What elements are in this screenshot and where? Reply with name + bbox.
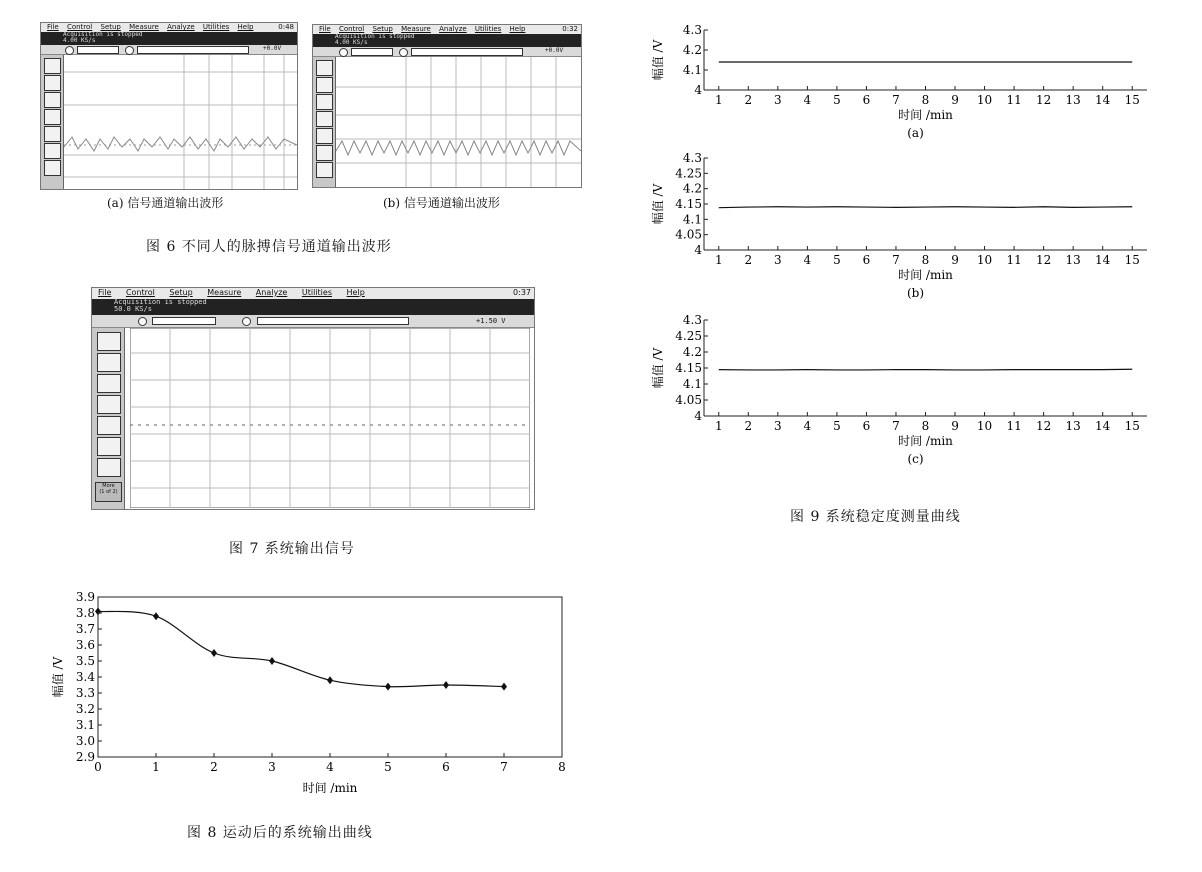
fig9-xtick-label: 5 [833, 93, 841, 107]
fig6-caption: 图 6 不同人的脉搏信号通道输出波形 [146, 239, 392, 255]
fig8-series-line [98, 611, 504, 686]
glitch-button[interactable] [44, 126, 61, 142]
fig9-xtick-label: 5 [833, 253, 841, 267]
menu-file[interactable]: File [47, 23, 59, 31]
menu-measure[interactable]: Measure [401, 25, 431, 33]
toolbar [92, 328, 125, 509]
rising-edge-button[interactable] [44, 58, 61, 74]
pulse-waveform [336, 141, 581, 155]
fig9-xtick-label: 13 [1065, 253, 1081, 267]
fig9-xtick-label: 11 [1006, 253, 1022, 267]
fig7-screenshot [91, 287, 535, 510]
fig6b-caption: (b) 信号通道输出波形 [383, 196, 500, 210]
scope-display [336, 57, 581, 187]
fig9-xtick-label: 1 [714, 253, 723, 267]
timebase-box[interactable] [351, 48, 393, 56]
fig8-data-point [211, 649, 217, 657]
menu-utilities[interactable]: Utilities [202, 23, 230, 31]
fig9-xtick-label: 12 [1035, 93, 1052, 107]
scope-display [64, 55, 297, 189]
fig8-ytick-label: 3.8 [75, 606, 95, 620]
fig8-chart [40, 590, 590, 805]
fig9-xtick-label: 6 [862, 419, 871, 433]
timeout-button[interactable] [316, 162, 333, 178]
fig9-xtick-label: 15 [1124, 253, 1140, 267]
rising-edge-button[interactable] [97, 332, 121, 351]
fig9-series-line [719, 369, 1132, 370]
menu-setup[interactable]: Setup [372, 25, 393, 33]
fig9-ytick-label: 4.2 [682, 43, 702, 57]
fig8-data-point [501, 683, 507, 691]
fig9-xlabel: 时间 /min [898, 268, 953, 282]
status-text: Acquisition is stopped 50.0 KS/s [92, 299, 534, 315]
fig9-sublabel: (b) [906, 286, 925, 300]
fig9-xtick-label: 10 [976, 419, 993, 433]
scope-grid [336, 57, 581, 187]
fig9-xtick-label: 9 [951, 419, 959, 433]
fig9-ytick-label: 4.1 [682, 63, 702, 77]
fig9-xtick-label: 13 [1065, 93, 1081, 107]
fig9-ytick-label: 4 [694, 243, 702, 257]
fig8-xtick-label: 0 [94, 760, 102, 774]
glitch-button[interactable] [316, 128, 333, 144]
knob-icon[interactable] [65, 46, 74, 55]
fig9-ytick-label: 4.3 [682, 151, 702, 165]
clock: 0:32 [562, 25, 578, 33]
menu-control[interactable]: Control [66, 23, 93, 31]
fig9-xtick-label: 8 [921, 419, 930, 433]
knob-icon[interactable] [339, 48, 348, 57]
fig9-xtick-label: 11 [1006, 93, 1022, 107]
fig9-xtick-label: 14 [1095, 419, 1111, 433]
fig9-xtick-label: 9 [951, 253, 959, 267]
fig8-xtick-label: 7 [500, 760, 508, 774]
status-text: Acquisition is stopped 4.00 KS/s [41, 32, 297, 45]
runt-button[interactable] [316, 145, 333, 161]
fig9-sublabel: (c) [907, 452, 924, 466]
trigger-box[interactable] [137, 46, 249, 54]
status-text: Acquisition is stopped 4.00 KS/s [313, 34, 581, 47]
fig8-xtick-label: 2 [210, 760, 218, 774]
fig9-xlabel: 时间 /min [898, 434, 953, 448]
fig9-ytick-label: 4.05 [675, 227, 702, 242]
fig8-data-point [327, 676, 333, 684]
fig9-xtick-label: 10 [976, 253, 993, 267]
menu-help[interactable]: Help [509, 25, 526, 33]
timeout-button[interactable] [44, 160, 61, 176]
fig9-xtick-label: 4 [803, 419, 812, 433]
control-row [41, 45, 297, 55]
fig8-ytick-label: 3.3 [75, 686, 95, 700]
menu-help[interactable]: Help [346, 288, 365, 297]
toolbar [41, 55, 64, 189]
fig8-ytick-label: 3.1 [75, 718, 95, 732]
runt-button[interactable] [44, 143, 61, 159]
fig9-ytick-label: 4.15 [675, 197, 702, 211]
fig8-ytick-label: 3.7 [75, 622, 95, 636]
menu-utilities[interactable]: Utilities [301, 288, 332, 297]
fig9-xtick-label: 14 [1095, 253, 1111, 267]
fig9-sublabel: (a) [907, 126, 924, 140]
scope-grid [130, 328, 530, 508]
fig9-xtick-label: 9 [951, 93, 959, 107]
fig9-ytick-label: 4.2 [682, 181, 702, 196]
fig8-data-point [385, 683, 391, 691]
fig9-series-line [719, 207, 1132, 208]
fig8-ytick-label: 3.2 [75, 702, 95, 716]
fig8-data-point [443, 681, 449, 689]
knob-icon[interactable] [399, 48, 408, 57]
menu-file[interactable]: File [319, 25, 331, 33]
fig9-xtick-label: 15 [1124, 93, 1140, 107]
fig9-ytick-label: 4.3 [682, 313, 702, 327]
pulse-width-button[interactable] [97, 395, 121, 414]
fig8-ytick-label: 3.9 [75, 590, 95, 604]
menu-analyze[interactable]: Analyze [439, 25, 467, 33]
rising-edge-button[interactable] [316, 60, 333, 76]
menu-setup[interactable]: Setup [169, 288, 193, 297]
falling-edge-button[interactable] [316, 77, 333, 93]
fig9-caption: 图 9 系统稳定度测量曲线 [790, 509, 961, 525]
knob-icon[interactable] [242, 317, 251, 326]
fig9-xtick-label: 5 [833, 419, 841, 433]
fig9b-chart [650, 151, 1147, 300]
fig9-xtick-label: 2 [744, 419, 753, 433]
fig9-xtick-label: 2 [744, 93, 753, 107]
fig9-ytick-label: 4.2 [682, 345, 702, 359]
fig8-xtick-label: 4 [326, 760, 334, 774]
fig9-xtick-label: 1 [714, 419, 723, 433]
fig8-xtick-label: 3 [268, 760, 276, 774]
glitch-button[interactable] [97, 416, 121, 435]
fig9-ytick-label: 4.15 [675, 361, 702, 375]
fig9-xtick-label: 14 [1095, 93, 1111, 107]
fig9-xtick-label: 12 [1035, 253, 1052, 267]
fig9-ytick-label: 4 [694, 409, 702, 423]
pulse-width-button[interactable] [316, 111, 333, 127]
fig8-ytick-label: 3.6 [75, 638, 95, 652]
menu-setup[interactable]: Setup [100, 23, 121, 31]
fig8-ylabel: 幅值 /V [51, 656, 65, 698]
fig9-xtick-label: 10 [976, 93, 993, 107]
trigger-box[interactable] [411, 48, 523, 56]
fig9-ytick-label: 4 [694, 83, 702, 97]
timebase-box[interactable] [77, 46, 119, 54]
fig8-data-point [269, 657, 275, 665]
fig6b-screenshot [312, 24, 582, 188]
volts-readout: +0.0V [545, 47, 564, 54]
falling-edge-button[interactable] [97, 353, 121, 372]
fig9-xtick-label: 12 [1035, 419, 1052, 433]
fig9-xlabel: 时间 /min [898, 108, 953, 122]
fig9-xtick-label: 8 [921, 93, 930, 107]
fig9-xtick-label: 3 [774, 93, 782, 107]
fig8-ytick-label: 2.9 [75, 750, 95, 764]
fig9c-chart [650, 313, 1147, 466]
fig9-xtick-label: 6 [862, 93, 871, 107]
volts-readout: +0.0V [263, 45, 282, 52]
pulse-button[interactable] [316, 94, 333, 110]
pulse-waveform [64, 137, 297, 151]
fig8-ytick-label: 3.5 [75, 654, 95, 668]
knob-icon[interactable] [138, 317, 147, 326]
menu-analyze[interactable]: Analyze [255, 288, 288, 297]
fig8-data-point [95, 607, 101, 615]
control-row [92, 315, 534, 328]
fig8-caption: 图 8 运动后的系统输出曲线 [187, 825, 373, 841]
fig9-ytick-label: 4.3 [682, 23, 702, 37]
fig9-xtick-label: 4 [803, 253, 812, 267]
falling-edge-button[interactable] [44, 75, 61, 91]
fig9-xtick-label: 3 [774, 253, 782, 267]
trigger-box[interactable] [257, 317, 409, 325]
fig9-xtick-label: 7 [892, 253, 900, 267]
fig8-xtick-label: 5 [384, 760, 392, 774]
clock: 0:37 [513, 288, 531, 297]
menu-file[interactable]: File [98, 288, 112, 297]
fig9-xtick-label: 7 [892, 93, 900, 107]
fig9-ytick-label: 4.1 [682, 377, 702, 391]
knob-icon[interactable] [125, 46, 134, 55]
pulse-button[interactable] [44, 92, 61, 108]
fig9-charts [642, 20, 1162, 490]
fig9-ylabel: 幅值 /V [651, 39, 665, 81]
menu-analyze[interactable]: Analyze [167, 23, 195, 31]
menu-utilities[interactable]: Utilities [474, 25, 502, 33]
control-row [313, 47, 581, 57]
clock: 0:48 [278, 23, 294, 31]
fig9-xtick-label: 7 [892, 419, 900, 433]
fig9-xtick-label: 4 [803, 93, 812, 107]
fig8-xtick-label: 6 [442, 760, 450, 774]
fig9-ytick-label: 4.25 [675, 166, 702, 181]
fig8-xtick-label: 8 [558, 760, 566, 774]
fig9-ytick-label: 4.25 [675, 329, 702, 343]
fig9-ylabel: 幅值 /V [651, 347, 665, 389]
scope-display [130, 328, 530, 508]
fig8-xlabel: 时间 /min [302, 781, 358, 795]
toolbar [313, 57, 336, 187]
pulse-button[interactable] [97, 374, 121, 393]
fig9-ylabel: 幅值 /V [651, 183, 665, 225]
fig8-data-point [153, 612, 159, 620]
runt-button[interactable] [97, 437, 121, 456]
timeout-button[interactable] [97, 458, 121, 477]
menu-measure[interactable]: Measure [207, 288, 242, 297]
fig9-xtick-label: 3 [774, 419, 782, 433]
fig9-xtick-label: 6 [862, 253, 871, 267]
more-button[interactable]: More (1 of 2) [95, 482, 122, 502]
menu-measure[interactable]: Measure [129, 23, 159, 31]
pulse-width-button[interactable] [44, 109, 61, 125]
fig9-xtick-label: 15 [1124, 419, 1140, 433]
volts-readout: +1.50 V [476, 317, 506, 325]
fig9-ytick-label: 4.1 [682, 212, 702, 227]
fig9-xtick-label: 13 [1065, 419, 1081, 433]
fig8-xtick-label: 1 [152, 760, 160, 774]
fig9-xtick-label: 2 [744, 253, 753, 267]
timebase-box[interactable] [152, 317, 216, 325]
fig9-xtick-label: 11 [1006, 419, 1022, 433]
menu-help[interactable]: Help [237, 23, 254, 31]
fig9a-chart [650, 23, 1147, 140]
fig6a-screenshot [40, 22, 298, 190]
fig6a-caption: (a) 信号通道输出波形 [107, 196, 224, 210]
fig9-xtick-label: 1 [714, 93, 723, 107]
scope-grid [64, 55, 297, 189]
fig7-caption: 图 7 系统输出信号 [229, 541, 355, 557]
fig9-xtick-label: 8 [921, 253, 930, 267]
menu-control[interactable]: Control [338, 25, 365, 33]
fig9-ytick-label: 4.05 [675, 393, 702, 407]
fig8-ytick-label: 3.4 [75, 670, 95, 684]
menu-control[interactable]: Control [125, 288, 155, 297]
fig8-ytick-label: 3.0 [75, 734, 95, 748]
